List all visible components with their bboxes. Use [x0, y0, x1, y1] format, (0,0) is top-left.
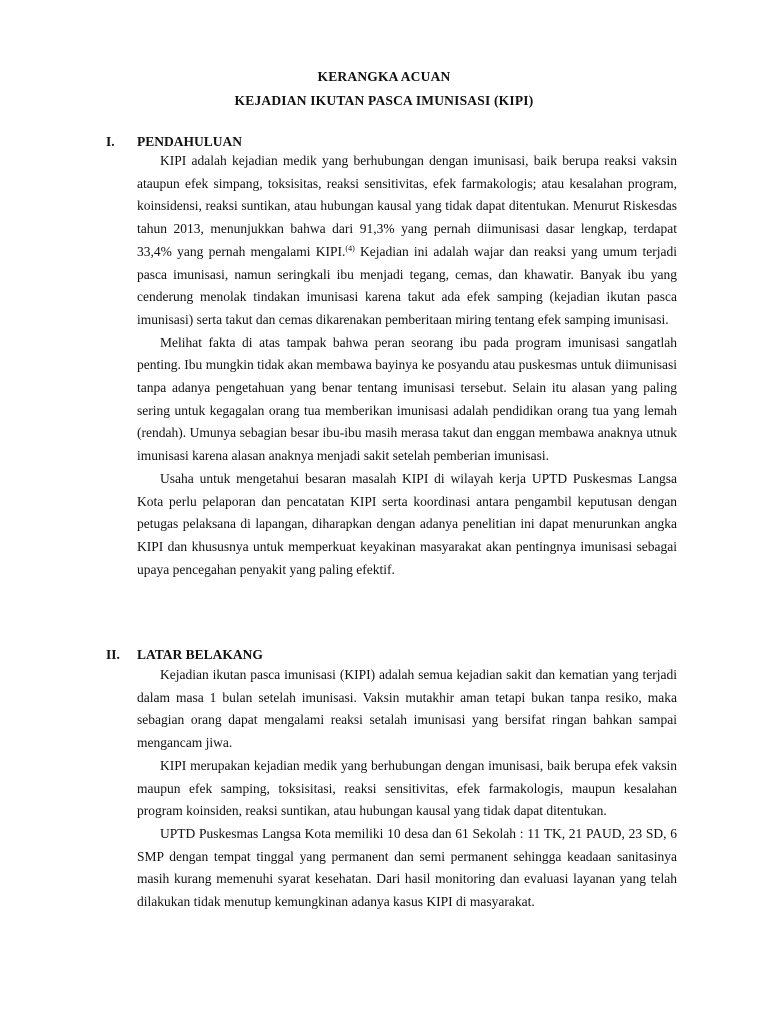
paragraph [137, 150, 677, 332]
paragraph-text: Kejadian ini adalah wajar dan reaksi yang umum terjadi pasca imunisasi, namun seringkali ibu menjadi tegang, cemas, dan khawatir. Banyak ibu yang cenderung menolak tindakan imunisasi karena takut ada efek samping (kejadian ikutan pasca imunisasi) serta takut dan cemas dikarenakan pemberitaan miring tentang efek samping imunisasi. [137, 243, 678, 327]
section-heading: PENDAHULUAN [137, 134, 243, 149]
section-number: I. [106, 134, 115, 149]
paragraph-text: KIPI adalah kejadian medik yang berhubungan dengan imunisasi, baik berupa reaksi vaksin ataupun efek simpang, toksisitas, reaksi sensitivitas, efek farmakologis; atau kesalahan program, koinsidensi, reaksi suntikan, atau hubungan kausal yang tidak dapat ditentukan. Menurut Riskesdas tahun 2013, menunjukkan bahwa dari 91,3% yang pernah diimunisasi dasar lengkap, terdapat 33,4% yang pernah mengalami KIPI. [137, 153, 677, 259]
paragraph: Melihat fakta di atas tampak bahwa peran seorang ibu pada program imunisasi sangatlah penting. Ibu mungkin tidak akan membawa bayinya ke posyandu atau puskesmas untuk diimunisasi tanpa adanya pengetahuan yang benar tentang imunisasi tersebut. Selain itu alasan yang paling sering untuk kegagalan orang tua memberikan imunisasi adalah pendidikan orang tua yang lemah (rendah). Umunya sebagian besar ibu-ibu masih merasa takut dan enggan membawa anaknya utnuk imunisasi karena alasan anaknya menjadi sakit setelah pemberian imunisasi. [137, 334, 677, 464]
section-body [137, 664, 677, 914]
paragraph: KIPI merupakan kejadian medik yang berhubungan dengan imunisasi, baik berupa efek vaksin maupun efek samping, toksisitasi, reaksi sensitivitas, efek farmakologis, maupun kesalahan program koinsiden, reaksi suntikan, atau hubungan kausal yang tidak dapat ditentukan. [137, 757, 677, 819]
section-heading: LATAR BELAKANG [137, 647, 263, 662]
section-number: II. [106, 647, 120, 662]
paragraph: Usaha untuk mengetahui besaran masalah KIPI di wilayah kerja UPTD Puskesmas Langsa Kota perlu pelaporan dan pencatatan KIPI serta koordinasi antara pengambil keputusan dengan petugas pelaksana di lapangan, diharapkan dengan adanya penelitian ini dapat menurunkan angka KIPI dan khususnya untuk memperkuat keyakinan masyarakat akan pentingnya imunisasi sebagai upaya pencegahan penyakit yang paling efektif. [137, 470, 677, 577]
document-title: KERANGKA ACUAN [317, 69, 451, 84]
paragraph: UPTD Puskesmas Langsa Kota memiliki 10 desa dan 61 Sekolah : 11 TK, 21 PAUD, 23 SD, 6 SMP dengan tempat tinggal yang permanent dan semi permanent sehingga keadaan sanitasinya masih kurang memenuhi syarat kesehatan. Dari hasil monitoring dan evaluasi layanan yang telah dilakukan tidak menutup kemungkinan adanya kasus KIPI di masyarakat. [137, 825, 677, 910]
paragraph: Kejadian ikutan pasca imunisasi (KIPI) adalah semua kejadian sakit dan kematian yang terjadi dalam masa 1 bulan setelah imunisasi. Vaksin mutakhir aman tetapi bukan tanpa resiko, maka sebagian orang dapat mengalami reaksi setalah imunisasi yang bersifat ringan bahkan sampai mengancam jiwa. [137, 667, 677, 751]
section-body [137, 150, 677, 581]
citation-superscript: (4) [345, 243, 355, 253]
document-subtitle: KEJADIAN IKUTAN PASCA IMUNISASI (KIPI) [234, 93, 534, 108]
